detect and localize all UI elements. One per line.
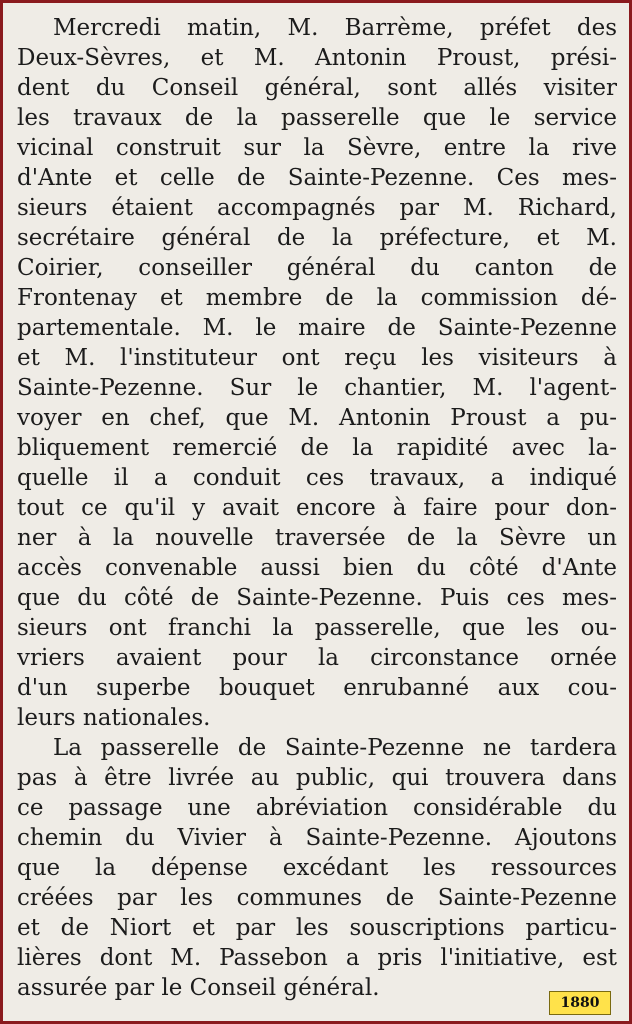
text-line: vicinal construit sur la Sèvre, entre la rive [17,135,617,161]
text-line: partementale. M. le maire de Sainte-Pezenne [17,315,617,341]
text-line: accès convenable aussi bien du côté d'Ante [17,555,617,581]
text-line: les travaux de la passerelle que le service [17,105,617,131]
text-line: chemin du Vivier à Sainte-Pezenne. Ajoutons [17,825,617,851]
text-line: Mercredi matin, M. Barrème, préfet des [53,15,617,41]
text-line: dent du Conseil général, sont allés visiter [17,75,617,101]
paragraph-2 [17,733,617,1003]
text-line: créées par les communes de Sainte-Pezenne [17,885,617,911]
article-text [17,13,617,1017]
text-line: Frontenay et membre de la commission dé- [17,285,617,311]
text-line: sieurs ont franchi la passerelle, que les ou- [17,615,617,641]
text-line: vriers avaient pour la circonstance ornée [17,645,617,671]
text-line: Deux-Sèvres, et M. Antonin Proust, prési- [17,45,617,71]
text-line: ce passage une abréviation considérable du [17,795,617,821]
text-line: que la dépense excédant les ressources [17,855,617,881]
text-line: et de Niort et par les souscriptions particu- [17,915,617,941]
year-badge: 1880 [549,991,611,1015]
text-line: d'un superbe bouquet enrubanné aux cou- [17,675,617,701]
paragraph-1 [17,13,617,733]
text-line: lières dont M. Passebon a pris l'initiative, est [17,945,617,971]
text-line: leurs nationales. [17,705,211,731]
text-line: ner à la nouvelle traversée de la Sèvre un [17,525,617,551]
text-line: Sainte-Pezenne. Sur le chantier, M. l'agent- [17,375,617,401]
text-line: voyer en chef, que M. Antonin Proust a pu- [17,405,617,431]
text-line: assurée par le Conseil général. [17,975,380,1001]
text-line: tout ce qu'il y avait encore à faire pour don- [17,495,617,521]
text-line: Coirier, conseiller général du canton de [17,255,617,281]
text-line: et M. l'instituteur ont reçu les visiteurs à [17,345,617,371]
text-line: d'Ante et celle de Sainte-Pezenne. Ces mes- [17,165,617,191]
text-line: que du côté de Sainte-Pezenne. Puis ces mes- [17,585,617,611]
text-line: La passerelle de Sainte-Pezenne ne tardera [53,735,617,761]
text-line: secrétaire général de la préfecture, et M. [17,225,617,251]
text-line: bliquement remercié de la rapidité avec la- [17,435,617,461]
text-line: quelle il a conduit ces travaux, a indiqué [17,465,617,491]
text-line: sieurs étaient accompagnés par M. Richard, [17,195,617,221]
text-line: pas à être livrée au public, qui trouvera dans [17,765,617,791]
